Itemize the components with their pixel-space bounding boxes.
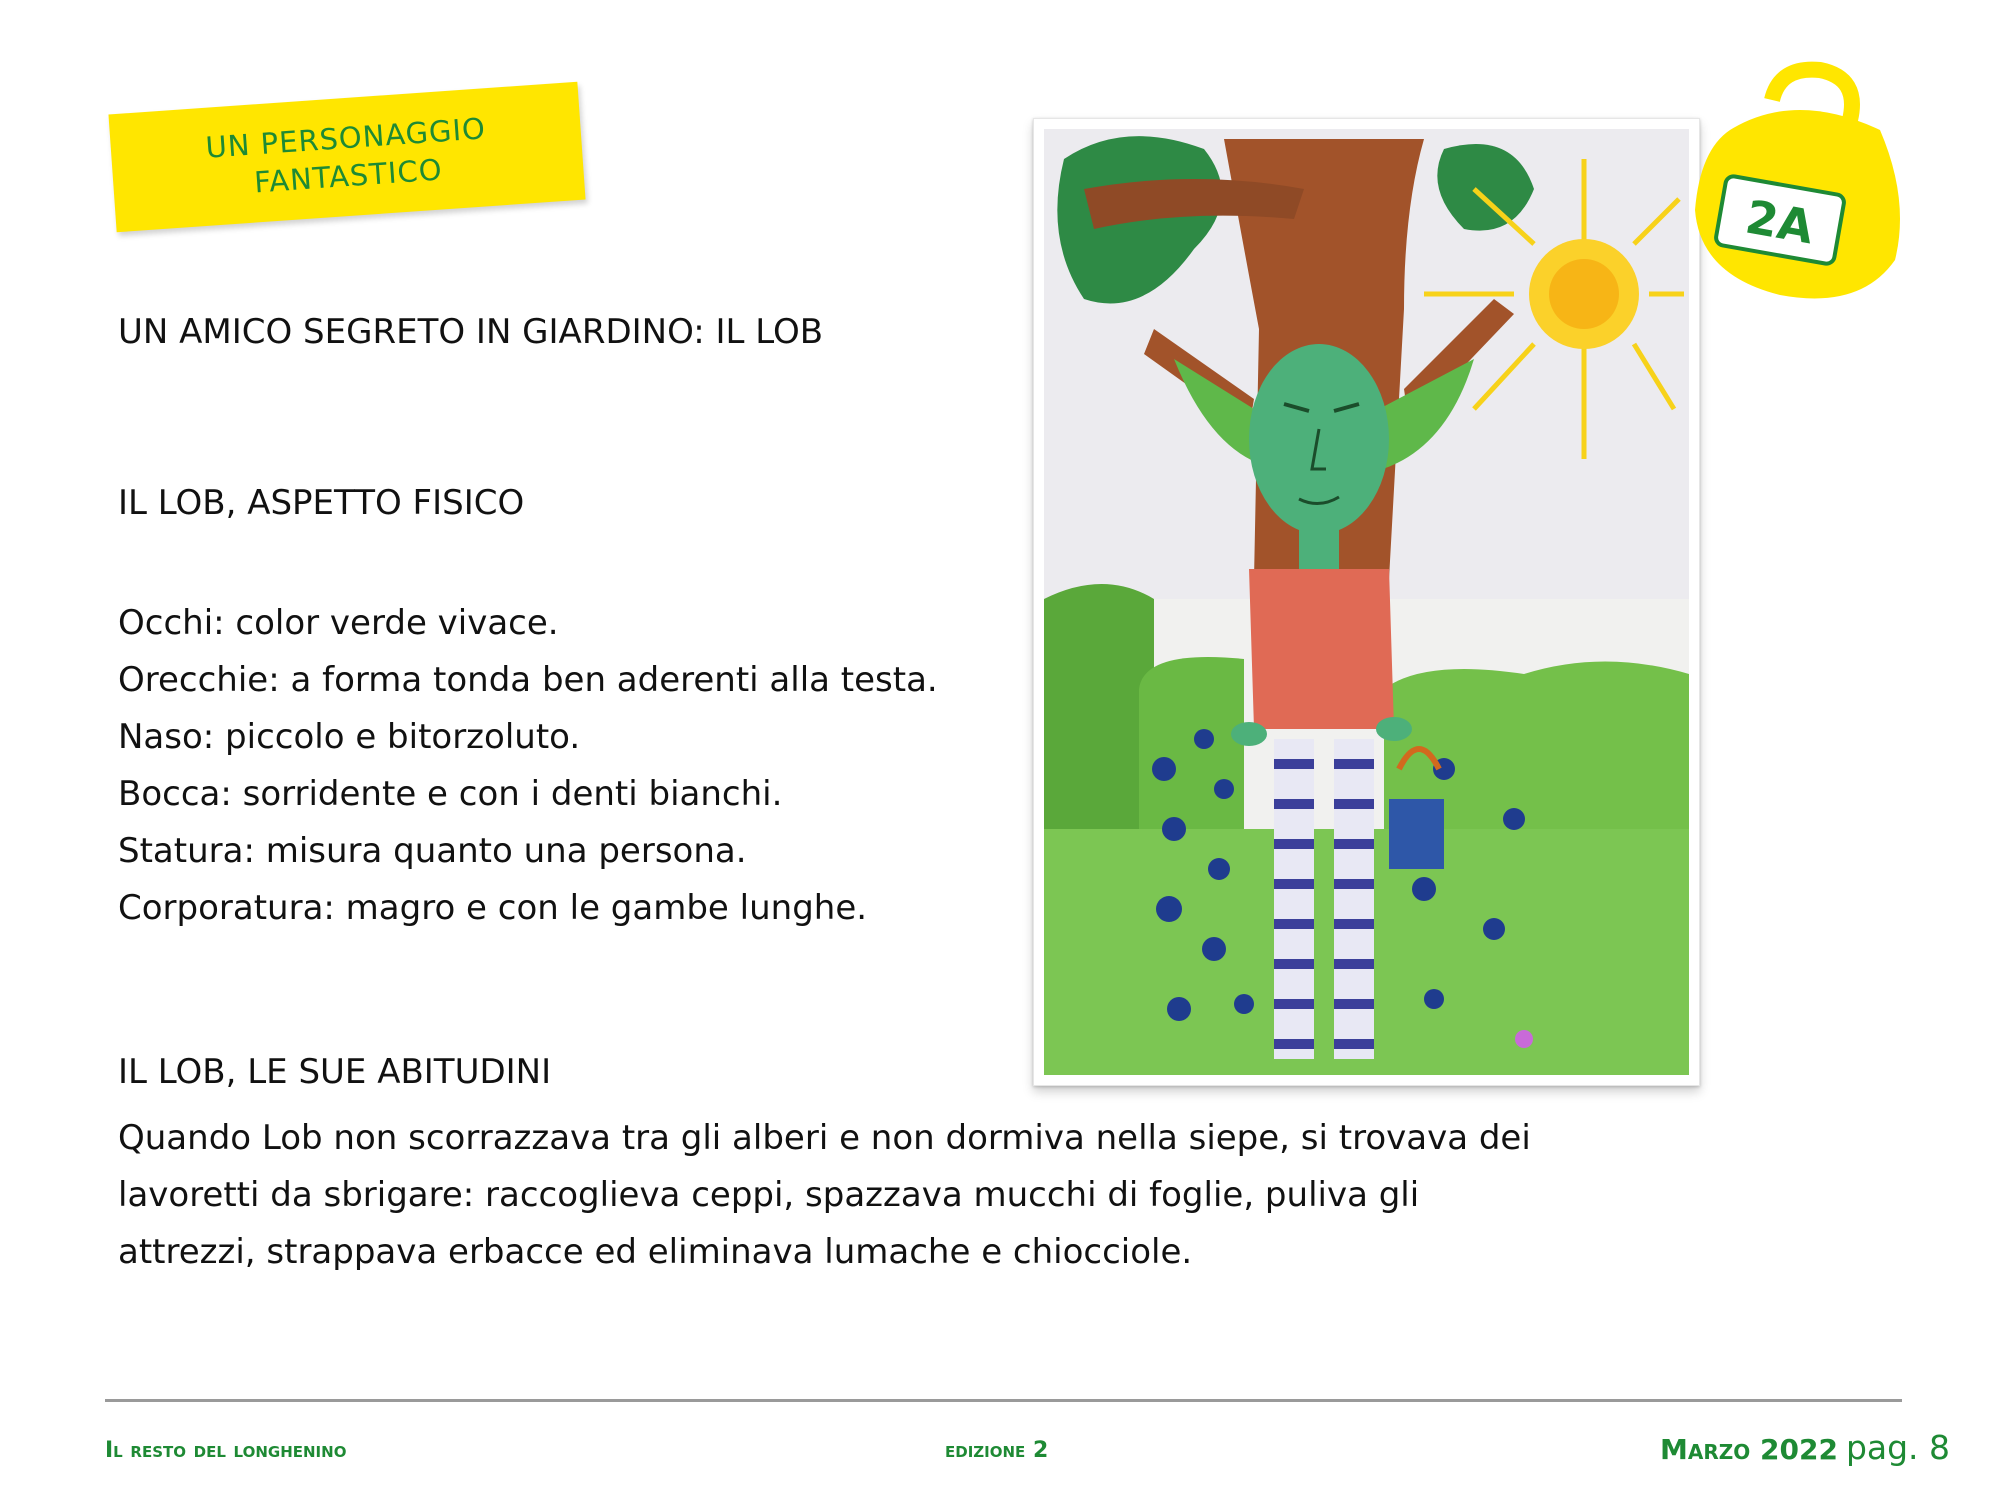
trait-item: Bocca: sorridente e con i denti bianchi. xyxy=(118,774,783,814)
section-tag-line2: FANTASTICO xyxy=(253,152,444,200)
trait-item: Statura: misura quanto una persona. xyxy=(118,831,747,871)
badge-label: 2A xyxy=(1741,189,1818,255)
child-drawing-illustration xyxy=(1044,129,1689,1075)
footer-date: Marzo 2022 xyxy=(1660,1433,1838,1466)
habits-paragraph xyxy=(118,1110,1678,1281)
section-heading-appearance: IL LOB, ASPETTO FISICO xyxy=(118,483,525,523)
footer-edition: edizione 2 xyxy=(945,1438,1049,1463)
backpack-icon xyxy=(1680,60,1910,310)
drawing-photo xyxy=(1033,118,1700,1086)
paragraph-line: Quando Lob non scorrazzava tra gli alberi e non dormiva nella siepe, si trovava dei xyxy=(118,1118,1531,1158)
footer-date-page xyxy=(1660,1428,1950,1467)
section-heading-habits: IL LOB, LE SUE ABITUDINI xyxy=(118,1052,552,1092)
footer-page-number: pag. 8 xyxy=(1845,1428,1951,1467)
paragraph-line: attrezzi, strappava erbacce ed eliminava lumache e chiocciole. xyxy=(118,1232,1193,1272)
section-tag-line1: UN PERSONAGGIO xyxy=(204,111,487,165)
paragraph-line: lavoretti da sbrigare: raccoglieva ceppi, spazzava mucchi di foglie, puliva gli xyxy=(118,1175,1420,1215)
footer-divider xyxy=(105,1399,1902,1402)
traits-list xyxy=(118,595,938,937)
footer-publication: Il resto del longhenino xyxy=(105,1438,347,1463)
trait-item: Corporatura: magro e con le gambe lunghe. xyxy=(118,888,868,928)
trait-item: Orecchie: a forma tonda ben aderenti alla testa. xyxy=(118,660,938,700)
article-title: UN AMICO SEGRETO IN GIARDINO: IL LOB xyxy=(118,312,824,352)
section-tag xyxy=(108,82,585,232)
trait-item: Naso: piccolo e bitorzoluto. xyxy=(118,717,581,757)
trait-item: Occhi: color verde vivace. xyxy=(118,603,559,643)
